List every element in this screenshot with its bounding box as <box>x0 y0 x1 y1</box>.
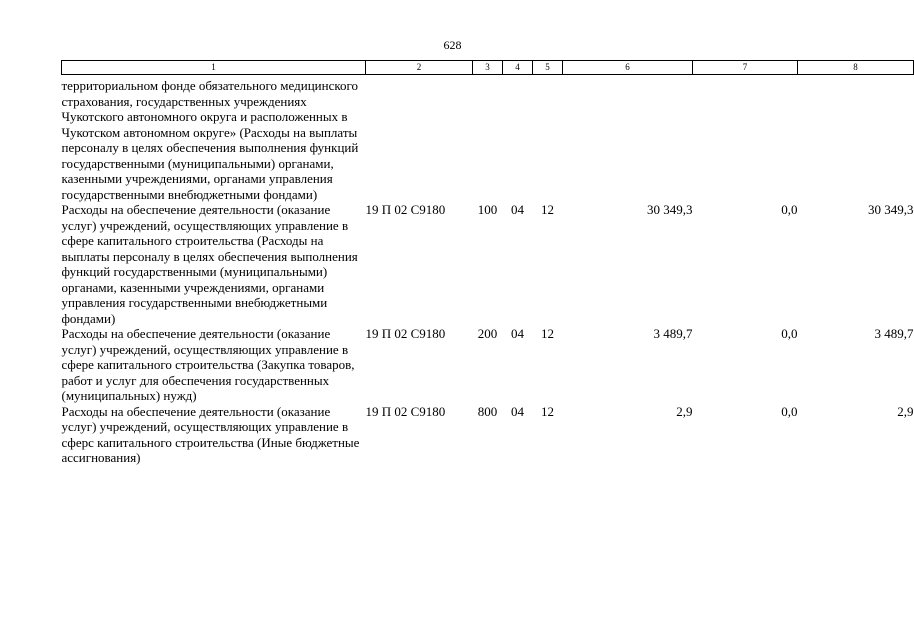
row-rz: 04 <box>511 202 524 217</box>
row-code: 19 П 02 С9180 <box>365 403 446 419</box>
row-total: 30 349,3 <box>647 202 693 217</box>
table-header-row <box>62 61 914 75</box>
column-header-pr: 5 <box>533 61 563 75</box>
row-col7: 0,0 <box>781 202 798 217</box>
table-row <box>62 75 914 203</box>
column-header-rz: 4 <box>503 61 533 75</box>
row-vr: 100 <box>477 202 498 217</box>
row-name: Расходы на обеспечение деятельности (оказание услуг) учреждений, осуществляющих управление в сфере капитального строительства (Закупка товаров, работ и услуг для обеспечения государственных (муниципальных) нужд) <box>61 326 355 403</box>
column-header-total: 6 <box>563 61 693 75</box>
row-pr: 12 <box>541 326 554 341</box>
row-pr: 12 <box>541 202 554 217</box>
table-row <box>62 404 914 466</box>
column-header-8: 8 <box>798 61 914 75</box>
row-rz: 04 <box>511 403 524 419</box>
row-code: 19 П 02 С9180 <box>365 326 446 341</box>
row-vr <box>473 75 503 203</box>
row-code <box>366 75 473 203</box>
row-rz: 04 <box>511 326 524 341</box>
row-total: 3 489,7 <box>653 326 693 341</box>
column-header-7: 7 <box>693 61 798 75</box>
row-col7 <box>693 75 798 203</box>
table-row <box>62 202 914 326</box>
row-col8: 2,9 <box>897 403 914 419</box>
row-vr: 200 <box>477 326 498 341</box>
row-col7: 0,0 <box>781 326 798 341</box>
row-pr <box>533 75 563 203</box>
row-col8: 30 349,3 <box>868 202 914 217</box>
row-rz <box>503 75 533 203</box>
row-total <box>563 75 693 203</box>
row-pr: 12 <box>541 403 554 419</box>
row-col8 <box>798 75 914 203</box>
row-name: Расходы на обеспечение деятельности (оказание услуг) учреждений, осуществляющих управление в сферс капитального строительства (Иные бюджетные ассигнования) <box>61 403 360 465</box>
row-name: территориальном фонде обязательного медицинского страхования, государственных учреждениях Чукотского автономного округа и расположенных в Чукотском автономном округе» (Расходы на выплаты персоналу в целях обеспечения выполнения функций государственными (муниципальными) органами, казенными учреждениями, органами управления государственными внебюджетными фондами) <box>61 78 359 202</box>
row-vr: 800 <box>477 403 498 419</box>
column-header-code: 2 <box>366 61 473 75</box>
column-header-vr: 3 <box>473 61 503 75</box>
row-col8: 3 489,7 <box>874 326 914 341</box>
row-total: 2,9 <box>676 403 693 419</box>
page-number: 628 <box>443 38 462 52</box>
table-row <box>62 326 914 404</box>
row-name: Расходы на обеспечение деятельности (оказание услуг) учреждений, осуществляющих управление в сфере капитального строительства (Расходы на выплаты персоналу в целях обеспечения выполнения функций государственными (муниципальными) органами, казенными учреждениями, органами управления государственными внебюджетными фондами) <box>61 202 358 326</box>
column-header-name: 1 <box>62 61 366 75</box>
row-code: 19 П 02 С9180 <box>365 202 446 217</box>
row-col7: 0,0 <box>781 403 798 419</box>
budget-table <box>61 60 914 466</box>
